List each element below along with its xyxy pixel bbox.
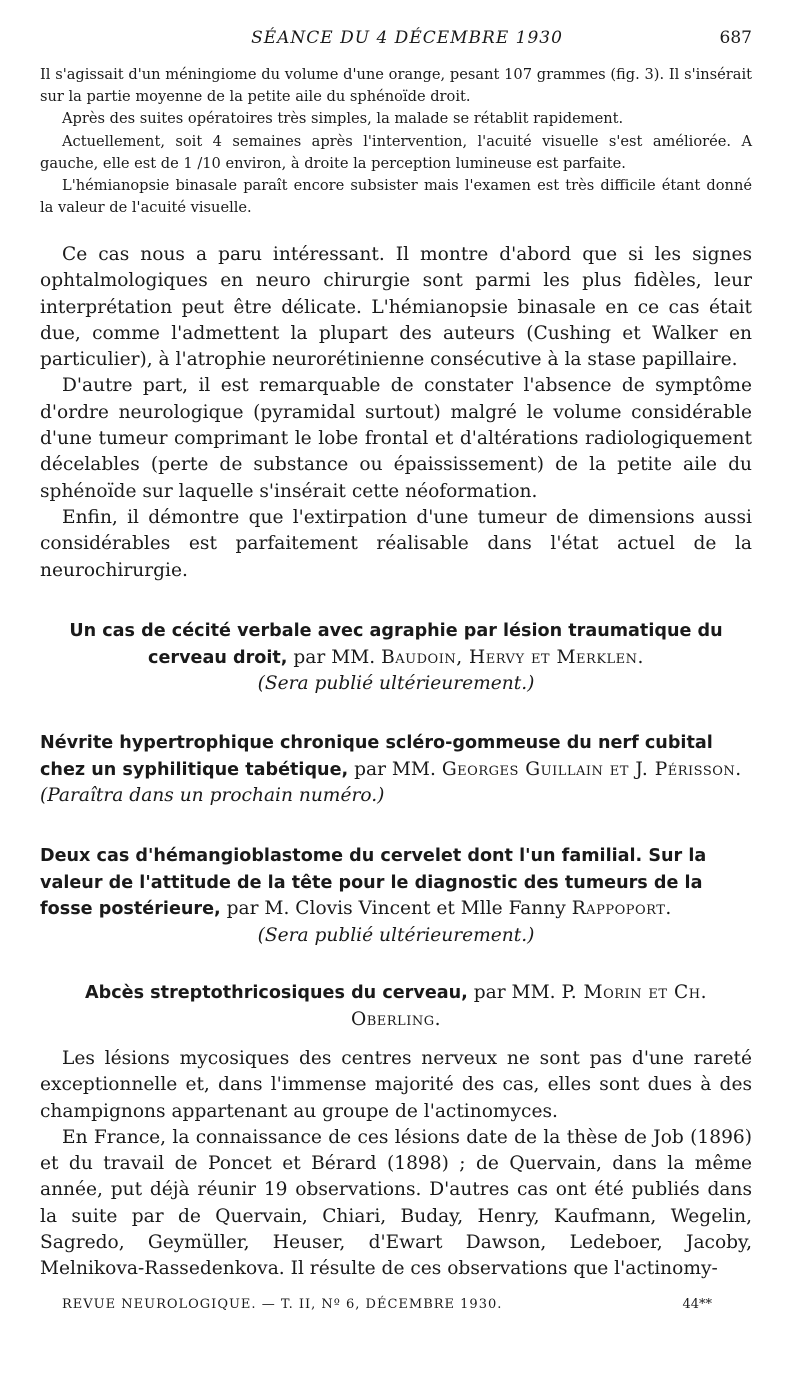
communication-1 [40,618,752,698]
communication-authors: Rappoport. [571,898,672,919]
communication-2 [40,730,752,810]
article-body [40,1046,752,1283]
discussion-paragraph: D'autre part, il est remarquable de constater l'absence de symptôme d'ordre neurologique (pyramidal surtout) malgré le volume considérable d'une tumeur comprimant le lobe frontal et d'altérations radiologiquement décelables (perte de substance ou épaississement) de la petite aile du sphénoïde sur laquelle s'insérait cette néoformation. [40,375,752,502]
running-title: SÉANCE DU 4 DÉCEMBRE 1930 [251,28,563,48]
communication-note: (Paraîtra dans un prochain numéro.) [40,785,385,806]
article-paragraph: En France, la connaissance de ces lésions date de la thèse de Job (1896) et du travail de Poncet et Bérard (1898) ; de Quervain, dans la même année, put déjà réunir 19 observations. D'autres cas ont été publiés dans la suite par de Quervain, Chiari, Buday, Henry, Kaufmann, Wegelin, Sagredo, Geymüller, Heuser, d'Ewart Dawson, Ledeboer, Jacoby, Melnikova-Rassedenkova. Il résulte de ces observations que l'actinomy- [40,1126,752,1280]
communication-by: par MM. [473,982,556,1003]
communication-authors: P. Morin et Ch. Oberling. [350,982,707,1030]
signature-mark: 44** [682,1297,712,1312]
communication-title: Un cas de cécité verbale avec agraphie par lésion traumatique du cerveau droit, [69,621,723,668]
communication-authors: Baudoin, Hervy et Merklen. [381,646,644,668]
page-footer [62,1297,752,1312]
case-paragraph: Après des suites opératoires très simples, la malade se rétablit rapidement. [62,110,624,128]
communication-title: Deux cas d'hémangioblastome du cervelet dont l'un familial. Sur la valeur de l'attitude de la tête pour le diagnostic des tumeurs de la fosse postérieure, [40,846,707,919]
communication-title: Névrite hypertrophique chronique scléro-gommeuse du nerf cubital chez un syphilitique tabétique, [40,733,713,780]
page-number: 687 [719,28,752,48]
communication-by: par M. Clovis Vincent et Mlle Fanny [226,898,566,919]
communication-4 [40,980,752,1033]
case-paragraph: Actuellement, soit 4 semaines après l'intervention, l'acuité visuelle s'est améliorée. A gauche, elle est de 1 /10 environ, à droite la perception lumineuse est parfaite. [40,132,752,172]
communication-note: (Sera publié ultérieurement.) [257,673,535,694]
communication-note: (Sera publié ultérieurement.) [257,924,535,946]
communication-by: par MM. [293,646,376,668]
case-paragraph: L'hémianopsie binasale paraît encore subsister mais l'examen est très difficile étant donné la valeur de l'acuité visuelle. [40,177,752,217]
case-paragraph: Il s'agissait d'un méningiome du volume d'une orange, pesant 107 grammes (fig. 3). Il s'insérait sur la partie moyenne de la petite aile du sphénoïde droit. [40,66,752,106]
discussion [40,242,752,584]
journal-reference: REVUE NEUROLOGIQUE. — T. II, Nº 6, DÉCEMBRE 1930. [62,1297,503,1312]
page-header [62,28,752,50]
communication-by: par MM. [354,758,436,780]
communication-3 [40,843,752,949]
discussion-paragraph: Enfin, il démontre que l'extirpation d'une tumeur de dimensions aussi considérables est parfaitement réalisable dans l'état actuel de la neurochirurgie. [40,506,752,581]
discussion-paragraph: Ce cas nous a paru intéressant. Il montre d'abord que si les signes ophtalmologiques en neuro chirurgie sont parmi les plus fidèles, leur interprétation peut être délicate. L'hémianopsie binasale en ce cas était due, comme l'admettent la plupart des auteurs (Cushing et Walker en particulier), à l'atrophie neurorétinienne consécutive à la stase papillaire. [40,244,752,371]
article-paragraph: Les lésions mycosiques des centres nerveux ne sont pas d'une rareté exceptionnelle et, dans l'immense majorité des cas, elles sont dues à des champignons appartenant au groupe de l'actinomyces. [40,1048,752,1122]
communication-title: Abcès streptothricosiques du cerveau, [85,983,468,1003]
case-report [40,64,752,219]
communication-authors: Georges Guillain et J. Périsson. [441,758,742,780]
